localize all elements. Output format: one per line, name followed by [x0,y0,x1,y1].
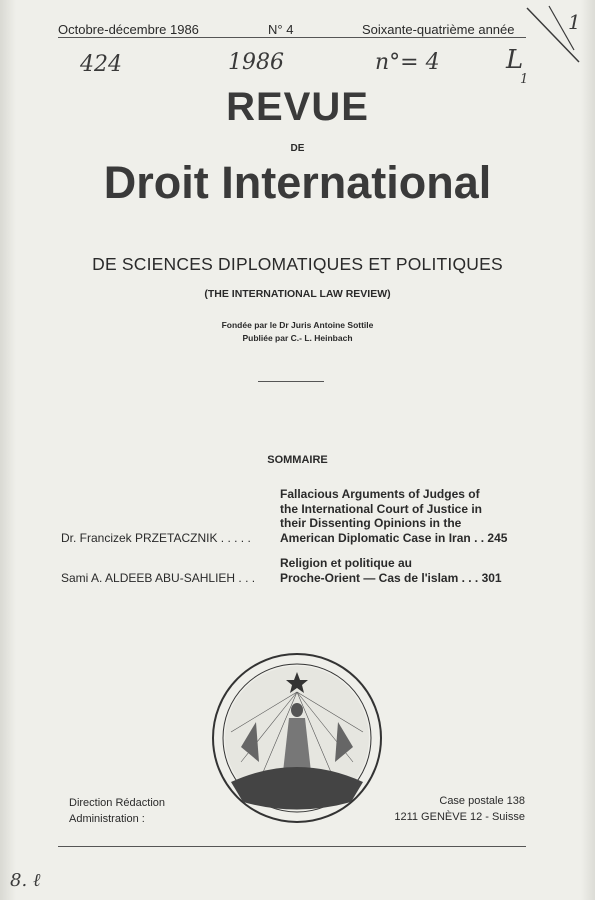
article-2-title [280,556,530,585]
footer-address-line: 1211 GENÈVE 12 - Suisse [394,811,525,823]
footer-direction [69,795,165,827]
article-1-author: Dr. Francizek PRZETACZNIK . . . . . [61,531,251,545]
footer-direction-line: Administration : [69,813,145,825]
article-2-title-line: Proche-Orient — Cas de l'islam . . . 301 [280,570,502,585]
handwritten-shelfmark: 8. ℓ [10,870,41,891]
footer-address [386,793,525,825]
right-page-edge [581,0,595,900]
article-1-title [280,487,530,545]
handwritten-corner: 1 [568,10,581,34]
top-rule [58,37,526,38]
seal-emblem-icon [211,652,383,824]
handwritten-issue: n°= 4 [375,50,440,75]
article-2-title-line: Religion et politique au [280,556,412,570]
handwritten-number: 424 [80,52,122,77]
english-title: (THE INTERNATIONAL LAW REVIEW) [204,288,391,300]
bottom-rule [58,846,526,847]
left-page-edge [0,0,16,900]
article-1-title-line: the International Court of Justice in [280,501,483,516]
contents-heading: SOMMAIRE [267,454,328,466]
title-droit-international: Droit International [103,157,492,208]
issue-number: N° 4 [268,22,294,37]
divider [258,381,324,382]
article-1-title-line: their Dissenting Opinions in the [280,516,462,530]
handwritten-year: 1986 [228,50,284,75]
year-label: Soixante-quatrième année [362,22,515,37]
title-revue: REVUE [226,85,369,129]
issue-date: Octobre-décembre 1986 [58,22,199,37]
title-de: DE [290,143,305,154]
published-by: Publiée par C.- L. Heinbach [242,333,353,343]
article-2-author: Sami A. ALDEEB ABU-SAHLIEH . . . [61,571,256,585]
footer-direction-line: Direction Rédaction [69,797,165,809]
article-1-title-line: American Diplomatic Case in Iran . . 245 [280,530,508,545]
article-1-title-line: Fallacious Arguments of Judges of [280,487,480,501]
founded-by: Fondée par le Dr Juris Antoine Sottile [221,320,374,330]
subtitle: DE SCIENCES DIPLOMATIQUES ET POLITIQUES [92,254,503,274]
footer-address-line: Case postale 138 [439,795,525,807]
handwritten-subscript: 1 [520,72,529,87]
handwritten-letter: L [506,45,524,75]
